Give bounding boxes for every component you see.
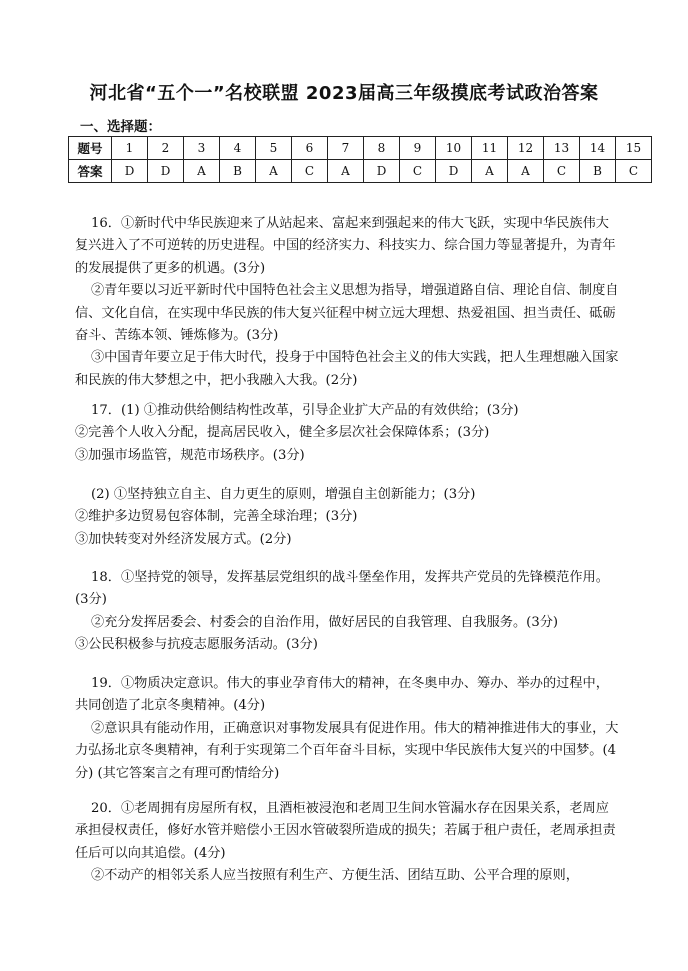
- answer-paragraph: ②完善个人收入分配，提高居民收入，健全多层次社会保障体系；(3分): [75, 425, 490, 441]
- table-cell: C: [616, 160, 652, 183]
- answer-paragraph: ③加强市场监管，规范市场秩序。(3分): [75, 447, 305, 463]
- table-cell: 15: [616, 137, 652, 160]
- answer-paragraph: 16．①新时代中华民族迎来了从站起来、富起来到强起来的伟大飞跃，实现中华民族伟大复兴进入了不可逆转的历史进程。中国的经济实力、科技实力、综合国力等显著提升，为青年的发展提供了更多的机遇。(3分): [75, 216, 616, 276]
- table-cell: A: [184, 160, 220, 183]
- answer-paragraph: 19．①物质决定意识。伟大的事业孕育伟大的精神，在冬奥申办、筹办、举办的过程中，共同创造了北京冬奥精神。(4分): [75, 676, 609, 714]
- answer-paragraph: 18．①坚持党的领导，发挥基层党组织的战斗堡垒作用，发挥共产党员的先锋模范作用。(3分): [75, 570, 609, 608]
- table-cell: D: [364, 160, 400, 183]
- table-row-numbers: [69, 137, 652, 160]
- row-header-answer: 答案: [69, 160, 112, 183]
- answer-block-q17-part2: [75, 484, 620, 551]
- table-cell: 10: [436, 137, 472, 160]
- section-heading-multiple-choice: 一、选择题：: [80, 119, 161, 135]
- answer-paragraph: 20．①老周拥有房屋所有权，且酒柜被浸泡和老周卫生间水管漏水存在因果关系，老周应承担侵权责任，修好水管并赔偿小王因水管破裂所造成的损失；若属于租户责任，老周承担责任后可以向其追偿。(4分): [75, 801, 616, 861]
- answer-block-q18: [75, 567, 620, 657]
- table-cell: 11: [472, 137, 508, 160]
- table-cell: 1: [112, 137, 148, 160]
- row-header-question-number: 题号: [69, 137, 112, 160]
- table-cell: 2: [148, 137, 184, 160]
- table-cell: A: [328, 160, 364, 183]
- table-cell: 9: [400, 137, 436, 160]
- table-cell: 14: [580, 137, 616, 160]
- table-cell: 8: [364, 137, 400, 160]
- table-cell: 5: [256, 137, 292, 160]
- table-cell: A: [256, 160, 292, 183]
- table-cell: C: [544, 160, 580, 183]
- table-cell: D: [112, 160, 148, 183]
- table-cell: B: [580, 160, 616, 183]
- table-cell: 7: [328, 137, 364, 160]
- table-cell: A: [508, 160, 544, 183]
- table-cell: B: [220, 160, 256, 183]
- answer-paragraph: ②不动产的相邻关系人应当按照有利生产、方便生活、团结互助、公平合理的原则，: [91, 868, 579, 884]
- answer-paragraph: ③加快转变对外经济发展方式。(2分): [75, 531, 292, 547]
- answer-table: [68, 136, 652, 183]
- answer-block-q20: [75, 798, 620, 888]
- answer-paragraph: (2) ①坚持独立自主、自力更生的原则，增强自主创新能力；(3分): [91, 487, 476, 502]
- answer-paragraph: ③公民积极参与抗疫志愿服务活动。(3分): [75, 637, 318, 653]
- table-cell: 4: [220, 137, 256, 160]
- answer-block-q19: [75, 673, 620, 785]
- answer-paragraph: ③中国青年要立足于伟大时代，投身于中国特色社会主义的伟大实践，把人生理想融入国家和民族的伟大梦想之中，把小我融入大我。(2分): [75, 350, 619, 388]
- page-title: 河北省“五个一”名校联盟 2023届高三年级摸底考试政治答案: [89, 83, 599, 104]
- answer-paragraph: ②维护多边贸易包容体制，完善全球治理；(3分): [75, 509, 358, 525]
- table-row-answers: [69, 160, 652, 183]
- answer-block-q17-part1: [75, 400, 620, 467]
- answer-paragraph: ②青年要以习近平新时代中国特色社会主义思想为指导，增强道路自信、理论自信、制度自信、文化自信，在实现中华民族的伟大复兴征程中树立远大理想、热爱祖国、担当责任、砥砺奋斗、苦练本领、锤炼修为。(3分): [75, 283, 619, 344]
- answer-paragraph: ②意识具有能动作用，正确意识对事物发展具有促进作用。伟大的精神推进伟大的事业，大力弘扬北京冬奥精神，有利于实现第二个百年奋斗目标，实现中华民族伟大复兴的中国梦。(4分) (其它答案言之有理可酌情给分): [75, 720, 619, 781]
- answer-paragraph: ②充分发挥居委会、村委会的自治作用，做好居民的自我管理、自我服务。(3分): [91, 614, 559, 630]
- table-cell: 6: [292, 137, 328, 160]
- answer-block-q16: [75, 213, 620, 392]
- answer-paragraph: 17．(1) ①推动供给侧结构性改革，引导企业扩大产品的有效供给；(3分): [91, 403, 519, 418]
- table-cell: D: [148, 160, 184, 183]
- table-cell: 13: [544, 137, 580, 160]
- table-cell: C: [400, 160, 436, 183]
- table-cell: 12: [508, 137, 544, 160]
- table-cell: A: [472, 160, 508, 183]
- table-cell: 3: [184, 137, 220, 160]
- table-cell: C: [292, 160, 328, 183]
- table-cell: D: [436, 160, 472, 183]
